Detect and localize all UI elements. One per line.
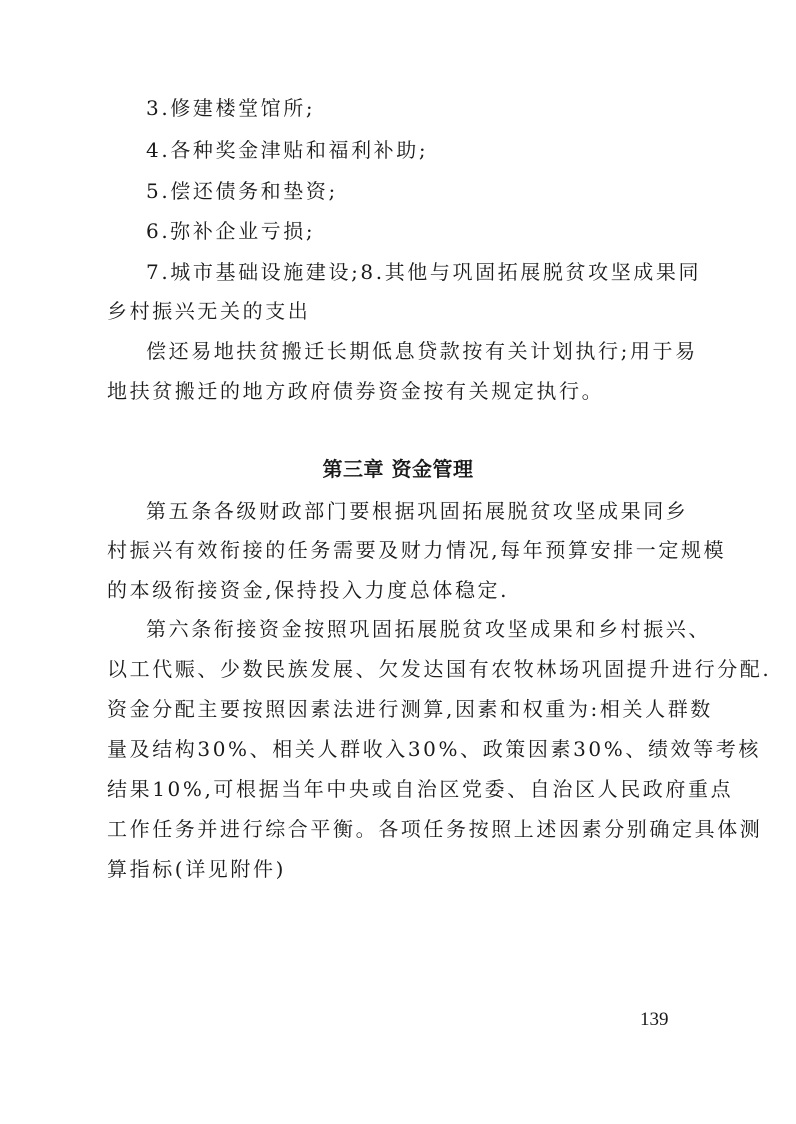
page-number: 139 [640, 1009, 669, 1030]
chapter-heading: 第三章 资金管理 [322, 457, 474, 481]
paragraph-relocation-line-1: 偿还易地扶贫搬迁长期低息贷款按有关计划执行;用于易 [146, 339, 698, 363]
article-5-line-2: 村振兴有效衔接的任务需要及财力情况,每年预算安排一定规模 [107, 538, 727, 562]
list-item-7-8: 7.城市基础设施建设;8.其他与巩固拓展脱贫攻坚成果同 [146, 260, 702, 284]
article-6-line-6: 工作任务并进行综合平衡。各项任务按照上述因素分别确定具体测 [107, 817, 763, 841]
list-item-8-continuation: 乡村振兴无关的支出 [107, 299, 311, 323]
article-5-line-3: 的本级衔接资金,保持投入力度总体稳定. [107, 578, 510, 602]
list-item-5: 5.偿还债务和垫资; [146, 179, 338, 203]
article-6-line-4: 量及结构30%、相关人群收入30%、政策因素30%、绩效等考核 [107, 737, 761, 761]
paragraph-relocation-line-2: 地扶贫搬迁的地方政府债券资金按有关规定执行。 [107, 379, 605, 403]
article-6-line-7: 算指标(详见附件) [107, 857, 287, 881]
article-5-line-1: 第五条各级财政部门要根据巩固拓展脱贫攻坚成果同乡 [146, 499, 689, 523]
article-6-line-1: 第六条衔接资金按照巩固拓展脱贫攻坚成果和乡村振兴、 [146, 617, 711, 641]
list-item-4: 4.各种奖金津贴和福利补助; [146, 138, 429, 162]
article-6-line-2: 以工代赈、少数民族发展、欠发达国有农牧林场巩固提升进行分配. [107, 657, 772, 681]
list-item-6: 6.弥补企业亏损; [146, 219, 316, 243]
list-item-3: 3.修建楼堂馆所; [146, 96, 316, 120]
article-6-line-5: 结果10%,可根据当年中央或自治区党委、自治区人民政府重点 [107, 777, 734, 801]
article-6-line-3: 资金分配主要按照因素法进行测算,因素和权重为:相关人群数 [107, 697, 713, 721]
